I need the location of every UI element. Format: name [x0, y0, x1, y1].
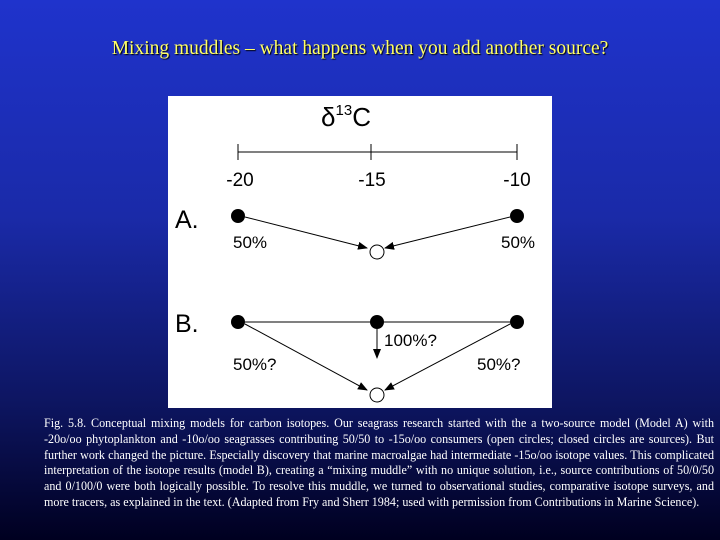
model-b-source-left — [231, 315, 245, 329]
model-a-arrow-right — [385, 217, 510, 248]
axis-title-element: C — [352, 102, 371, 132]
axis-title-superscript: 13 — [335, 102, 353, 119]
tick-label-minus15: -15 — [358, 170, 386, 191]
tick-label-minus10: -10 — [503, 170, 531, 191]
slide-title: Mixing muddles – what happens when you add another source? — [111, 38, 609, 59]
model-b-middle-percent: 100%? — [384, 331, 437, 350]
model-b-source-right — [510, 315, 524, 329]
model-a-left-percent: 50% — [233, 233, 268, 252]
tick-label-minus20: -20 — [226, 170, 254, 191]
figure-caption: Fig. 5.8. Conceptual mixing models for carbon isotopes. Our seagrass research started with the a two-source model (Model A) with -20o/oo phytoplankton and -10o/oo seagrasses contributing 50/50 to -15o/oo consumers (open circles; closed circles are sources). But further work changed the picture. Especially discovery that marine macroalgae had intermediate -15o/oo isotope values. This complicated interpretation of the isotope results (model B), creating a “mixing muddle” with no unique solution, i.e., source contributions of 50/0/50 and 0/100/0 were both logically possible. To resolve this muddle, we turned to observational studies, comparative isotope surveys, and more tracers, as explained in the text. (Adapted from Fry and Sherr 1984; used with permission from Contributions in Marine Science). — [44, 416, 714, 509]
axis-title-delta: δ — [321, 102, 336, 132]
model-a-source-left — [231, 209, 245, 223]
mixing-model-figure — [168, 96, 552, 408]
model-b-consumer — [370, 388, 384, 402]
model-b-left-percent: 50%? — [233, 355, 277, 374]
model-b-label: B. — [175, 310, 199, 338]
model-b-right-percent: 50%? — [477, 355, 521, 374]
model-a-label: A. — [175, 206, 199, 234]
model-a-consumer — [370, 245, 384, 259]
model-a-right-percent: 50% — [501, 233, 536, 252]
model-a-source-right — [510, 209, 524, 223]
axis-title — [321, 102, 371, 132]
